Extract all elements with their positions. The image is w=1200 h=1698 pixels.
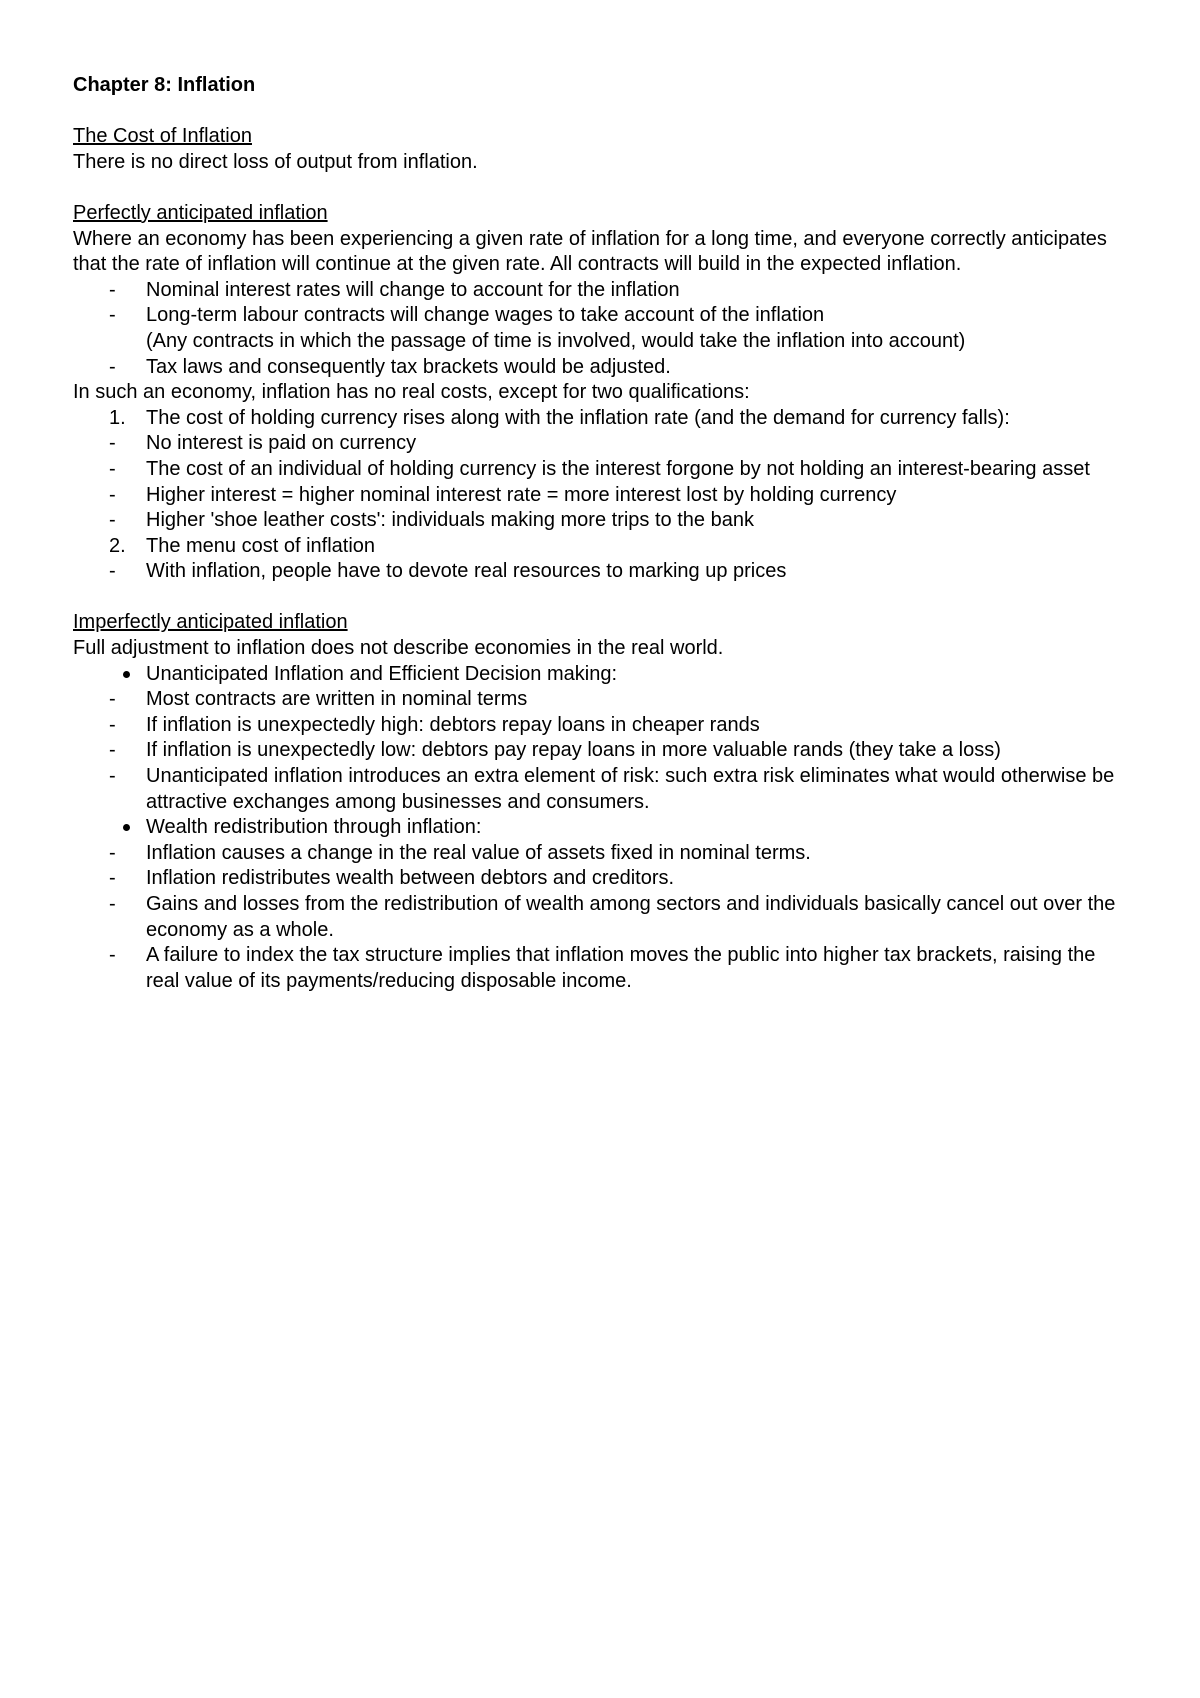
number-marker: 1.: [109, 406, 126, 429]
section-heading-cost-of-inflation: The Cost of Inflation: [73, 125, 252, 148]
list-item: [73, 892, 1133, 943]
paragraph-full-adjustment: Full adjustment to inflation does not describe economies in the real world.: [73, 637, 724, 660]
dash-marker: -: [109, 739, 116, 762]
list-item: [73, 278, 1133, 304]
dash-marker: -: [109, 841, 116, 864]
list-item-text: Nominal interest rates will change to account for the inflation: [146, 278, 680, 301]
list-item-text: Inflation causes a change in the real value of assets fixed in nominal terms.: [146, 841, 811, 864]
list-item-text: A failure to index the tax structure implies that inflation moves the public into higher tax brackets, raising the real value of its payments/reducing disposable income.: [146, 944, 1096, 992]
paragraph-perfectly-anticipated-intro: Where an economy has been experiencing a given rate of inflation for a long time, and everyone correctly anticipates that the rate of inflation will continue at the given rate. All contracts will build in the expected inflation.: [73, 227, 1107, 276]
dash-marker: -: [109, 432, 116, 455]
list-item: [73, 355, 1133, 381]
list-item: [73, 508, 1133, 534]
bullet-item-text: Wealth redistribution through inflation:: [146, 816, 482, 839]
section-heading-imperfectly-anticipated: Imperfectly anticipated inflation: [73, 611, 348, 634]
list-item-text: Unanticipated inflation introduces an extra element of risk: such extra risk eliminates what would otherwise be attractive exchanges among businesses and consumers.: [146, 765, 1115, 813]
list-item: [73, 303, 1133, 329]
list-item: [73, 483, 1133, 509]
dash-marker: -: [109, 278, 116, 301]
list-item-text: The cost of an individual of holding currency is the interest forgone by not holding an interest-bearing asset: [146, 457, 1090, 480]
list-item: [73, 559, 1133, 585]
bullet-icon: [123, 824, 130, 831]
list-item: [73, 738, 1133, 764]
dash-marker: -: [109, 457, 116, 480]
list-item-text: Long-term labour contracts will change wages to take account of the inflation: [146, 304, 825, 327]
page-title: Chapter 8: Inflation: [73, 74, 256, 96]
dash-marker: -: [109, 944, 116, 967]
dash-marker: -: [109, 688, 116, 711]
list-item: [73, 943, 1133, 994]
numbered-item-text: The menu cost of inflation: [146, 534, 376, 557]
list-item-text: Higher interest = higher nominal interest rate = more interest lost by holding currency: [146, 483, 897, 506]
dash-marker: -: [109, 713, 116, 736]
dash-marker: -: [109, 355, 116, 378]
document-body: [73, 73, 1133, 994]
list-item-text: Higher 'shoe leather costs': individuals making more trips to the bank: [146, 509, 754, 532]
list-item-text: Most contracts are written in nominal terms: [146, 688, 528, 711]
list-item: [73, 764, 1133, 815]
paragraph-no-direct-loss: There is no direct loss of output from inflation.: [73, 150, 478, 173]
bullet-item: [73, 815, 1133, 841]
paragraph-qualifications-intro: In such an economy, inflation has no real costs, except for two qualifications:: [73, 381, 750, 404]
dash-marker: -: [109, 304, 116, 327]
list-item: [73, 687, 1133, 713]
list-item-text: Gains and losses from the redistribution of wealth among sectors and individuals basically cancel out over the economy as a whole.: [146, 893, 1116, 941]
list-item-note: (Any contracts in which the passage of time is involved, would take the inflation into account): [146, 329, 966, 352]
list-item: [73, 457, 1133, 483]
dash-marker: -: [109, 893, 116, 915]
dash-marker: -: [109, 560, 116, 583]
list-item-text: With inflation, people have to devote real resources to marking up prices: [146, 560, 787, 583]
list-item-text: Tax laws and consequently tax brackets would be adjusted.: [146, 355, 671, 378]
spacer: [73, 99, 1133, 125]
bullet-icon: [123, 671, 130, 678]
numbered-item-text: The cost of holding currency rises along with the inflation rate (and the demand for currency falls):: [146, 406, 1010, 429]
number-marker: 2.: [109, 534, 126, 557]
dash-marker: -: [109, 483, 116, 506]
section-heading-perfectly-anticipated: Perfectly anticipated inflation: [73, 201, 328, 224]
dash-marker: -: [109, 509, 116, 532]
list-item: [73, 866, 1133, 892]
list-item-text: If inflation is unexpectedly high: debtors repay loans in cheaper rands: [146, 713, 760, 736]
bullet-item-text: Unanticipated Inflation and Efficient Decision making:: [146, 662, 618, 685]
dash-marker: -: [109, 765, 116, 788]
list-item: [73, 713, 1133, 739]
numbered-item: [73, 534, 1133, 560]
spacer: [73, 175, 1133, 201]
dash-marker: -: [109, 867, 116, 890]
spacer: [73, 585, 1133, 611]
bullet-item: [73, 662, 1133, 688]
list-item-text: No interest is paid on currency: [146, 432, 417, 455]
list-item: [73, 841, 1133, 867]
list-item: [73, 431, 1133, 457]
list-item-text: Inflation redistributes wealth between debtors and creditors.: [146, 867, 675, 890]
numbered-item: [73, 406, 1133, 432]
list-item-text: If inflation is unexpectedly low: debtors pay repay loans in more valuable rands (they take a loss): [146, 739, 1001, 762]
